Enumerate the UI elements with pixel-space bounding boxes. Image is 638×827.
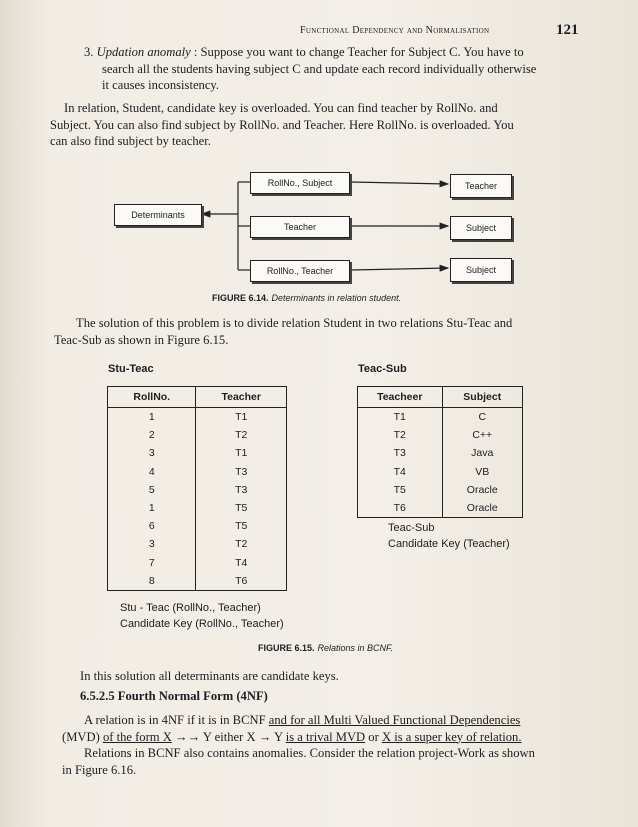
teac-sub-title: Teac-Sub <box>358 363 407 375</box>
table-row <box>108 572 287 591</box>
table-cell: 4 <box>108 463 196 481</box>
table-cell: T2 <box>196 426 287 444</box>
table-row <box>108 554 287 572</box>
section-heading <box>80 688 600 705</box>
table-cell: T2 <box>358 426 443 444</box>
page-number: 121 <box>556 22 579 38</box>
caption-text: Determinants in relation student. <box>271 293 402 303</box>
table-row <box>358 463 523 481</box>
table-cell: 3 <box>108 444 196 462</box>
stu-teac-title: Stu-Teac <box>108 363 154 375</box>
table-row <box>108 463 287 481</box>
text-line: Subject. You can also find subject by RollNo. and Teacher. Here RollNo. is overloaded. You <box>50 117 514 132</box>
teac-sub-table <box>357 386 523 518</box>
text-run: A relation is in 4NF if it is in BCNF <box>84 713 269 727</box>
table-row <box>358 481 523 499</box>
table-cell: C <box>442 408 522 427</box>
text-line: in Figure 6.16. <box>62 762 137 777</box>
table-row <box>108 517 287 535</box>
text-run: or <box>365 729 382 744</box>
item-text-line: it causes inconsistency. <box>102 78 220 92</box>
conclusion-paragraph <box>80 668 600 704</box>
text-line: In this solution all determinants are candidate keys. <box>80 669 339 683</box>
table-row <box>108 499 287 517</box>
column-header: Subject <box>442 387 522 408</box>
box-right-subject: Subject <box>450 216 512 240</box>
table-cell: 8 <box>108 572 196 591</box>
page-header <box>0 22 638 42</box>
text-line: In relation, Student, candidate key is overloaded. You can find teacher by RollNo. and <box>64 101 498 115</box>
table-cell: 7 <box>108 554 196 572</box>
stu-teac-note <box>120 600 284 632</box>
figure-caption <box>258 643 393 653</box>
table-row <box>358 499 523 518</box>
section-title: Fourth Normal Form (4NF) <box>117 688 268 703</box>
table-cell: T4 <box>358 463 443 481</box>
section-number: 6.5.2.5 <box>80 688 115 703</box>
box-right-teacher: Teacher <box>450 174 512 198</box>
table-row <box>108 481 287 499</box>
solution-paragraph <box>54 315 594 348</box>
text-line: Teac-Sub as shown in Figure 6.15. <box>54 332 229 347</box>
text-run: (MVD) <box>62 729 103 744</box>
table-cell: T2 <box>196 535 287 553</box>
item-text-line: : Suppose you want to change Teacher for Subject C. You have to <box>193 45 524 59</box>
running-title: Functional Dependency and Normalisation <box>300 25 490 36</box>
table-cell: 6 <box>108 517 196 535</box>
underlined-run: X is a super key of relation. <box>381 729 522 744</box>
table-cell: T4 <box>196 554 287 572</box>
box-determinants: Determinants <box>114 204 202 226</box>
note-line: Stu - Teac (RollNo., Teacher) <box>120 602 261 614</box>
table-row <box>108 444 287 462</box>
table-cell: 5 <box>108 481 196 499</box>
table-cell: T1 <box>358 408 443 427</box>
table-cell: T1 <box>196 444 287 462</box>
table-cell: T1 <box>196 408 287 427</box>
table-row <box>108 408 287 427</box>
stu-teac-table <box>107 386 287 591</box>
note-line: Candidate Key (RollNo., Teacher) <box>120 618 284 630</box>
text-line <box>62 729 622 746</box>
text-run: →→ Y either X → Y <box>171 729 286 744</box>
text-line <box>62 712 622 729</box>
item-number: 3. <box>84 45 94 59</box>
box-rollno-teacher: RollNo., Teacher <box>250 260 350 282</box>
table-cell: 1 <box>108 499 196 517</box>
table-cell: T3 <box>358 444 443 462</box>
table-cell: Java <box>442 444 522 462</box>
underlined-run: and for all Multi Valued Functional Dependencies <box>268 713 521 727</box>
table-cell: T6 <box>358 499 443 518</box>
table-cell: C++ <box>442 426 522 444</box>
table-cell: T5 <box>196 517 287 535</box>
caption-label: FIGURE 6.14. <box>212 293 269 303</box>
table-cell: T3 <box>196 463 287 481</box>
box-rollno-subject: RollNo., Subject <box>250 172 350 194</box>
item-title: Updation anomaly <box>96 45 191 59</box>
table-row <box>108 426 287 444</box>
table-cell: VB <box>442 463 522 481</box>
table-row <box>358 408 523 427</box>
table-row <box>108 535 287 553</box>
fourth-nf-paragraph <box>62 712 622 778</box>
table-cell: Oracle <box>442 499 522 518</box>
table-row <box>358 426 523 444</box>
underlined-run: of the form X <box>102 729 172 744</box>
table-cell: T3 <box>196 481 287 499</box>
note-line: Teac-Sub <box>388 522 435 534</box>
caption-label: FIGURE 6.15. <box>258 643 315 653</box>
note-line: Candidate Key (Teacher) <box>388 538 510 550</box>
caption-text: Relations in BCNF. <box>317 643 393 653</box>
table-cell: T5 <box>196 499 287 517</box>
table-cell: 3 <box>108 535 196 553</box>
figure-caption <box>212 293 401 303</box>
text-line: can also find subject by teacher. <box>50 134 211 148</box>
column-header: RollNo. <box>108 387 196 408</box>
teac-sub-note <box>388 520 510 552</box>
table-cell: Oracle <box>442 481 522 499</box>
relation-paragraph <box>50 100 590 150</box>
box-right-subject: Subject <box>450 258 512 282</box>
column-header: Teacher <box>196 387 287 408</box>
underlined-run: is a trival MVD <box>285 729 366 744</box>
table-cell: 1 <box>108 408 196 427</box>
table-row <box>358 444 523 462</box>
text-line: Relations in BCNF also contains anomalies. Consider the relation project-Work as shown <box>84 746 535 760</box>
table-cell: 2 <box>108 426 196 444</box>
item-text-line: search all the students having subject C and update each record individually otherwise <box>102 61 537 76</box>
determinants-diagram <box>100 160 540 290</box>
table-cell: T6 <box>196 572 287 591</box>
box-teacher: Teacher <box>250 216 350 238</box>
column-header: Teacheer <box>358 387 443 408</box>
update-anomaly-paragraph <box>84 44 594 94</box>
text-line: The solution of this problem is to divide relation Student in two relations Stu-Teac and <box>76 316 513 330</box>
table-cell: T5 <box>358 481 443 499</box>
